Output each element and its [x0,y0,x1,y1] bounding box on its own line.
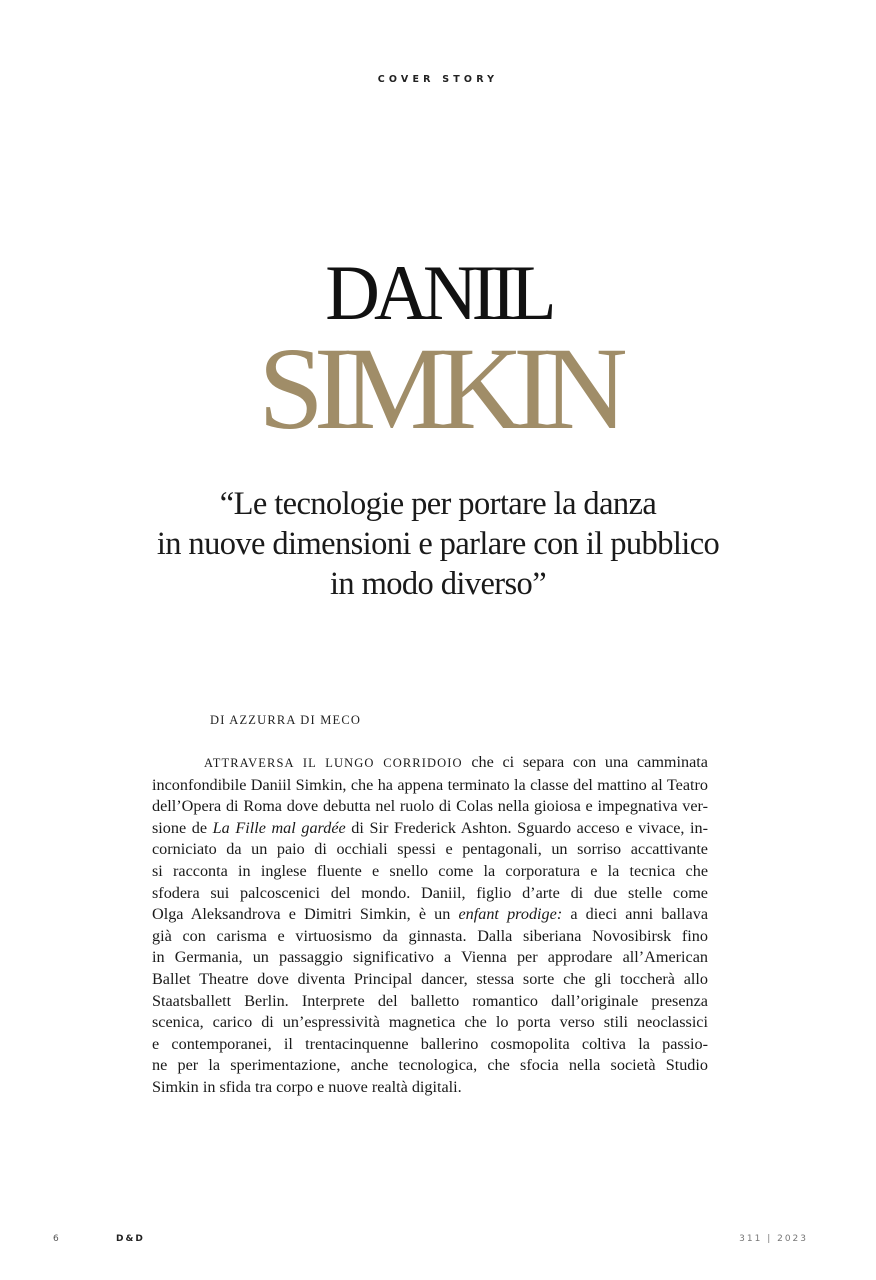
pull-quote-line: in nuove dimensioni e parlare con il pubblico [156,526,720,562]
italic-title: La Fille mal gardée [212,818,346,837]
section-label: COVER STORY [377,74,499,85]
article-line: dell’Opera di Roma dove debutta nel ruolo di Colas nella gioiosa e impegnativa ver- [152,797,708,816]
pull-quote [80,484,796,604]
article-body [152,752,708,1099]
article-line: si racconta in inglese fluente e snello come la corporatura e la tecnica che [152,861,708,880]
article-line: ne per la sperimentazione, anche tecnologica, che sfocia nella società Studio [152,1056,708,1075]
pull-quote-line: in modo diverso” [329,566,547,602]
pull-quote-line: “Le tecnologie per portare la danza [219,486,657,522]
article-line: sione de La Fille mal gardée di Sir Frederick Ashton. Sguardo acceso e vivace, in- [152,818,709,837]
title-first-name: DANIIL [325,249,551,336]
article-line: corniciato da un paio di occhiali spessi e pentagonali, un sorriso accattivante [152,840,708,859]
issue-info: 311 | 2023 [739,1234,808,1244]
italic-phrase: enfant prodige: [458,905,563,924]
lead-in-caps: ATTRAVERSA IL LUNGO CORRIDOIO [204,756,463,770]
title-last-name: SIMKIN [258,323,618,454]
article-line: in Germania, un passaggio significativo a Vienna per approdare all’American [152,948,708,967]
article-line: scenica, carico di un’espressività magnetica che lo porta verso stili neoclassici [152,1013,708,1032]
article-line: e contemporanei, il trentacinquenne ballerino cosmopolita coltiva la passio- [152,1034,708,1053]
page-number: 6 [53,1234,59,1244]
article-line: Ballet Theatre dove diventa Principal dancer, stessa sorte che gli toccherà allo [152,969,708,988]
article-line: già con carisma e virtuosismo da ginnasta. Dalla siberiana Novosibirsk fino [152,926,708,945]
article-line: ATTRAVERSA IL LUNGO CORRIDOIO che ci separa con una camminata [204,753,708,771]
article-line: inconfondibile Daniil Simkin, che ha appena terminato la classe del mattino al Teatro [152,775,708,794]
article-line: Olga Aleksandrova e Dimitri Simkin, è un enfant prodige: a dieci anni ballava [152,905,709,924]
magazine-name: D&D [116,1234,145,1244]
article-line: sfodera sui palcoscenici del mondo. Daniil, figlio d’arte di due stelle come [152,883,708,902]
byline: DI AZZURRA DI MECO [210,713,362,727]
article-line: Simkin in sfida tra corpo e nuove realtà digitali. [152,1077,462,1096]
article-line: Staatsballett Berlin. Interprete del balletto romantico dall’originale presenza [152,991,708,1010]
